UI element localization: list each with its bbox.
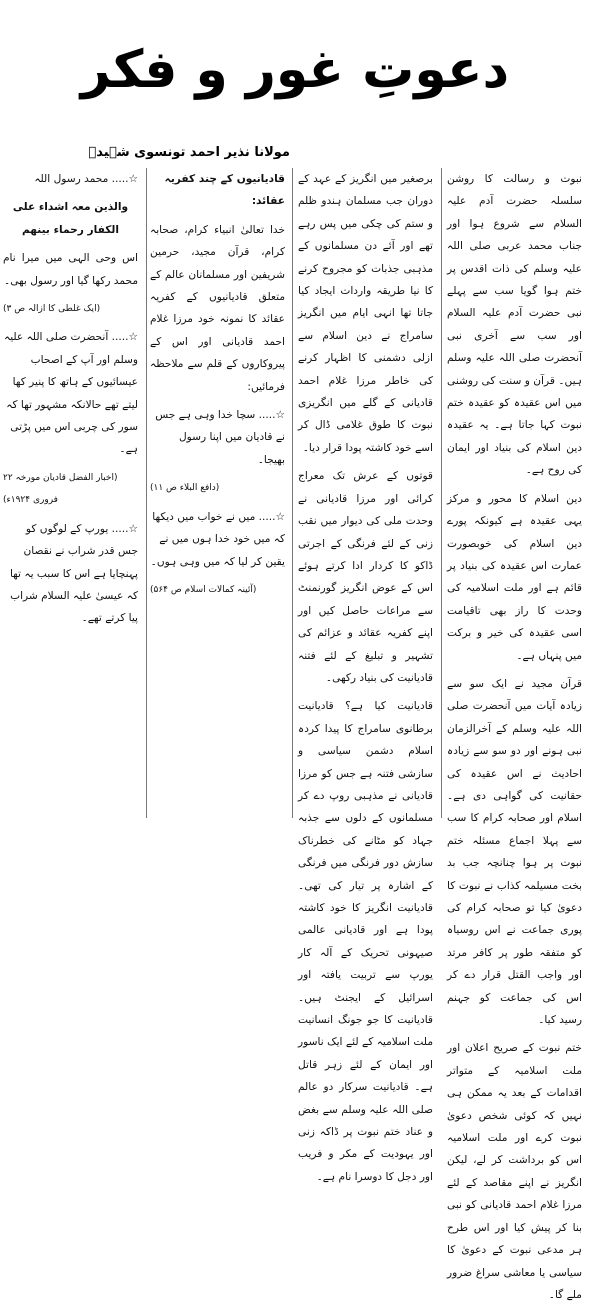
quote: ☆..... آنحضرت صلی اللہ علیہ وسلم اور آپ کے اصحاب عیسائیوں کے ہاتھ کا پنیر کھا لیتے تھے حالانکہ مشہور تھا کہ سور کی چربی اس میں پڑتی ہے۔ — [4, 331, 138, 456]
citation: (ایک غلطی کا ازالہ ص ۳) — [3, 304, 101, 315]
article-column-2 — [298, 168, 433, 1183]
column-divider — [292, 168, 293, 818]
quote: ☆..... یورپ کے لوگوں کو جس قدر شراب نے نقصان پہنچایا ہے اس کا سبب یہ تھا کہ عیسیٰ علیہ السلام شراب پیا کرتے تھے۔ — [9, 522, 138, 625]
citation: (دافع البلاء ص ۱۱) — [150, 483, 220, 494]
paragraph: ختم نبوت کے صریح اعلان اور ملت اسلامیہ کے متواتر اقدامات کے بعد یہ ممکن ہی نہیں کہ کوئی شخص دعویٰ نبوت کرے اور ملت اسلامیہ اس کو برداشت کر لے، لیکن انگریز نے اپنے مقاصد کے لئے مرزا غلام احمد قادیانی کو نبی بنا کر پیش کیا اور اس طرح ہر مدعی نبوت کے دعویٰ کا سیاسی یا معاشی سراغ ضرور ملے گا۔ — [447, 1042, 582, 1301]
citation: (آئینہ کمالات اسلام ص ۵۶۴) — [150, 584, 257, 595]
column-divider — [441, 168, 442, 818]
paragraph: اس وحی الہی میں میرا نام محمد رکھا گیا اور رسول بھی۔ — [3, 252, 138, 287]
paragraph: نبوت و رسالت کا روشن سلسلہ حضرت آدم علیہ السلام سے شروع ہوا اور جناب محمد عربی صلی اللہ علیہ وسلم کی ذات اقدس پر ختم ہوا گویا سب سے پہلے نبی حضرت آدم علیہ السلام اور سب سے آخری نبی آنحضرت صلی اللہ علیہ وسلم ہیں۔ قرآن و سنت کی روشنی میں اس عقیدہ کو عقیدہ ختم نبوت کہا جاتا ہے۔ یہ عقیدہ دین اسلام کی بنیاد اور ایمان کی روح ہے۔ — [447, 173, 582, 477]
quote: ☆..... میں نے خواب میں دیکھا کہ میں خود خدا ہوں میں نے یقین کر لیا کہ میں وہی ہوں۔ — [150, 510, 285, 568]
article-column-4 — [3, 168, 138, 820]
paragraph: قادیانیت کیا ہے؟ قادیانیت برطانوی سامراج کا پیدا کردہ اسلام دشمن سیاسی و سازشی فتنہ ہے جس کو مرزا قادیانی نے مذہبی روپ دے کر مسلمانوں کے دلوں سے جذبہ جہاد کو مٹانے کی خطرناک سازش دور فرنگی میں فرنگی کے اشارہ پر تیار کی تھی۔ قادیانیت انگریز کا خود کاشتہ پودا ہے اور قادیانی عالمی صیہونی تحریک کے آلہ کار یورپ سے تربیت یافتہ اور اسرائیل کے ایجنٹ ہیں۔ قادیانیت کا جو جونگ انسانیت ملت اسلامیہ کے لئے ایک ناسور اور ایمان کے لئے زہر قاتل ہے۔ قادیانیت سرکار دو عالم صلی اللہ علیہ وسلم سے بغض و عناد ختم نبوت پر ڈاکہ زنی اور یہودیت کے مکر و فریب اور دجل کا دوسرا نام ہے۔ — [298, 700, 433, 1183]
quote: ☆..... محمد رسول اللہ — [34, 173, 138, 185]
article-byline: مولانا نذیر احمد تونسوی شہیدؒ — [88, 145, 290, 160]
paragraph: برصغیر میں انگریز کے عہد کے دوران جب مسلمان ہندو ظلم و ستم کی چکی میں پس رہے تھے اور آئے دن مسلمانوں کے مذہبی جذبات کو مجروح کرنے کا نیا طریقہ واردات ایجاد کیا جاتا تھا انہی ایام میں انگریز سامراج نے دین اسلام سے ازلی دشمنی کا اظہار کرنے کی خاطر مرزا غلام احمد قادیانی کے گلے میں انگریزی نبوت کا طوق غلامی ڈال کر اسے خود کاشتہ پودا قرار دیا۔ — [298, 173, 433, 454]
citation: (اخبار الفضل قادیان مورخہ ۲۲ فروری ۱۹۲۴ء) — [3, 472, 118, 506]
article-column-1 — [447, 168, 582, 1301]
section-subheading: قادیانیوں کے چند کفریہ عقائد: — [164, 173, 285, 208]
article-column-3 — [150, 168, 285, 820]
paragraph: قوتوں کے عرش تک معراج کرائی اور مرزا قادیانی نے وحدت ملی کی دیوار میں نقب زنی کے لئے فرنگی کے اجرتی ڈاکو کا کردار ادا کرتے ہوئے اس کے عوض انگریز گورنمنٹ سے مراعات حاصل کیں اور اپنے کفریہ عقائد و عزائم کی تشہیر و تبلیغ کے لئے فتنہ قادیانیت کی بنیاد رکھی۔ — [298, 470, 433, 684]
article-headline: دعوتِ غور و فکر — [80, 40, 510, 100]
arabic-verse: والذین معہ اشداء علی الکفار رحماء بینھم — [12, 201, 129, 236]
paragraph: قرآن مجید نے ایک سو سے زیادہ آیات میں آنحضرت صلی اللہ علیہ وسلم کے آخرالزمان نبی ہونے اور دو سو سے زیادہ احادیث نے اس عقیدہ کی حقانیت کی گواہی دی ہے۔ اسلام اور صحابہ کرام کا سب سے پہلا اجماع مسئلہ ختم نبوت پر ہوا چنانچہ جب بد بخت مسیلمہ کذاب نے نبوت کا دعویٰ کیا تو صحابہ کرام کی پوری جماعت نے اس روسیاہ کو متفقہ طور پر کافر مرتد اور واجب القتل قرار دے کر اس کی جماعت کو جہنم رسید کیا۔ — [447, 677, 582, 1027]
paragraph: دین اسلام کا محور و مرکز یہی عقیدہ ہے کیونکہ پورے دین اسلام کی خوبصورت عمارت اس عقیدہ کی بنیاد پر قائم ہے اور ملت اسلامیہ کی وحدت کا راز بھی تاقیامت اسی عقیدہ کی خیر و برکت میں پنہاں ہے۔ — [447, 492, 582, 662]
paragraph: خدا تعالیٰ انبیاء کرام، صحابہ کرام، قرآن مجید، حرمین شریفین اور مسلمانان عالم کے متعلق قادیانیوں کے کفریہ عقائد کا نمونہ خود مرزا غلام احمد قادیانی اور اس کے پیروکاروں کے قلم سے ملاحظہ فرمائیں: — [150, 223, 285, 393]
column-divider — [146, 168, 147, 818]
quote: ☆..... سچا خدا وہی ہے جس نے قادیان میں اپنا رسول بھیجا۔ — [155, 409, 285, 466]
